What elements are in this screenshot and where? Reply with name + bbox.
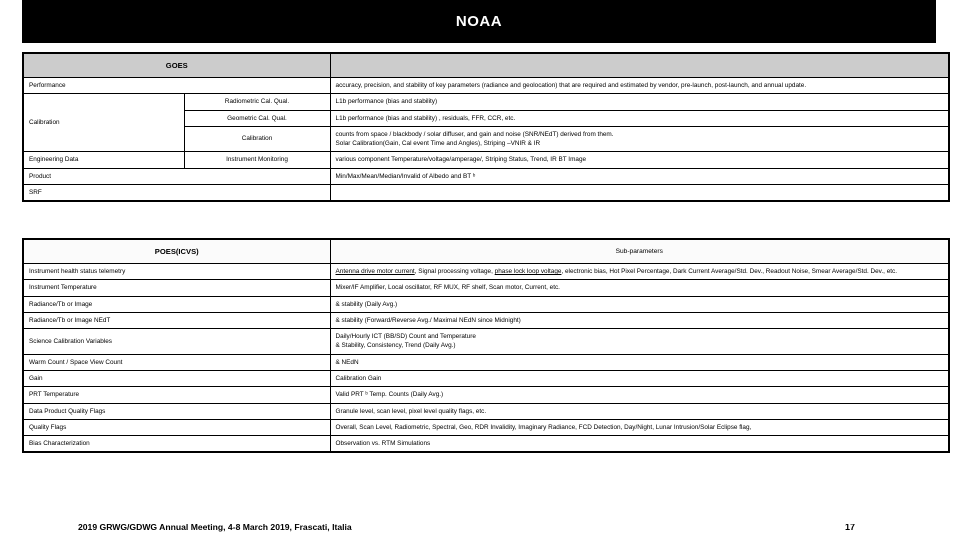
goes-row-description: counts from space / blackbody / solar diffuser, and gain and noise (SNR/NEdT) derived from them. Solar Calibration(Gain, Cal event Time and Angles), Striping –VNIR & IR xyxy=(330,126,949,152)
slide-title: NOAA xyxy=(455,13,503,30)
poes-row-subparameters: Observation vs. RTM Simulations xyxy=(330,436,949,453)
poes-table-body xyxy=(23,239,949,452)
poes-header-row xyxy=(23,239,949,264)
table-row xyxy=(23,329,949,355)
poes-row-subparameters: Daily/Hourly ICT (BB/SD) Count and Temperature & Stability, Consistency, Trend (Daily Avg.) xyxy=(330,329,949,355)
table-row xyxy=(23,370,949,386)
goes-header-row xyxy=(23,53,949,78)
table-row xyxy=(23,436,949,453)
goes-row-subparameter: Instrument Monitoring xyxy=(184,152,330,168)
goes-row-label: SRF xyxy=(23,184,330,201)
goes-header-label: GOES xyxy=(23,53,330,78)
goes-header-description xyxy=(330,53,949,78)
table-row xyxy=(23,296,949,312)
goes-row-subparameter: Geometric Cal. Qual. xyxy=(184,110,330,126)
goes-row-label: Product xyxy=(23,168,330,184)
poes-row-subparameters: & NEdN xyxy=(330,354,949,370)
poes-row-label: Warm Count / Space View Count xyxy=(23,354,330,370)
table-row xyxy=(23,354,949,370)
table-row xyxy=(23,152,949,168)
underlined-term: Antenna drive motor current xyxy=(335,268,415,275)
poes-row-subparameters: Calibration Gain xyxy=(330,370,949,386)
poes-row-subparameters: & stability (Forward/Reverse Avg./ Maximal NEdN since Midnight) xyxy=(330,312,949,328)
poes-row-label: Radiance/Tb or Image NEdT xyxy=(23,312,330,328)
goes-row-description: accuracy, precision, and stability of key parameters (radiance and geolocation) that are required and estimated by vendor, pre-launch, post-launch, and annual update. xyxy=(330,78,949,94)
goes-row-description: L1b performance (bias and stability) , residuals, FFR, CCR, etc. xyxy=(330,110,949,126)
table-row xyxy=(23,264,949,280)
goes-row-description: Min/Max/Mean/Median/Invalid of Albedo and BT ᵇ xyxy=(330,168,949,184)
table-row xyxy=(23,78,949,94)
underlined-term: phase lock loop voltage xyxy=(494,268,562,275)
poes-row-label: PRT Temperature xyxy=(23,387,330,403)
goes-row-label: Performance xyxy=(23,78,330,94)
goes-row-description xyxy=(330,184,949,201)
poes-icvs-parameters-table xyxy=(22,238,950,453)
slide-title-banner xyxy=(22,0,936,43)
table-row xyxy=(23,280,949,296)
slide-footer xyxy=(0,524,960,540)
goes-row-subparameter: Radiometric Cal. Qual. xyxy=(184,94,330,110)
poes-row-subparameters: Overall, Scan Level, Radiometric, Spectral, Geo, RDR Invalidity, Imaginary Radiance, FCD Detection, Day/Night, Lunar Intrusion/Solar Eclipse flag, xyxy=(330,419,949,435)
poes-row-label: Instrument Temperature xyxy=(23,280,330,296)
footer-conference-text: 2019 GRWG/GDWG Annual Meeting, 4-8 March 2019, Frascati, Italia xyxy=(78,524,352,532)
table-row xyxy=(23,94,949,110)
poes-row-label: Gain xyxy=(23,370,330,386)
table-row xyxy=(23,387,949,403)
poes-row-label: Data Product Quality Flags xyxy=(23,403,330,419)
table-row xyxy=(23,403,949,419)
poes-row-label: Instrument health status telemetry xyxy=(23,264,330,280)
poes-header-description: Sub-parameters xyxy=(330,239,949,264)
poes-row-subparameters: Antenna drive motor current, Signal processing voltage, phase lock loop voltage, electronic bias, Hot Pixel Percentage, Dark Current Average/Std. Dev., Readout Noise, Smear Average/Std. Dev., etc. xyxy=(330,264,949,280)
poes-header-label: POES(ICVS) xyxy=(23,239,330,264)
footer-page-number: 17 xyxy=(845,524,856,532)
poes-row-label: Science Calibration Variables xyxy=(23,329,330,355)
goes-row-label: Engineering Data xyxy=(23,152,184,168)
table-row xyxy=(23,168,949,184)
goes-parameters-table xyxy=(22,52,950,202)
goes-row-description: various component Temperature/voltage/amperage/, Striping Status, Trend, IR BT Image xyxy=(330,152,949,168)
poes-row-subparameters: & stability (Daily Avg.) xyxy=(330,296,949,312)
goes-row-subparameter: Calibration xyxy=(184,126,330,152)
poes-row-label: Radiance/Tb or Image xyxy=(23,296,330,312)
poes-row-label: Quality Flags xyxy=(23,419,330,435)
poes-row-label: Bias Characterization xyxy=(23,436,330,453)
goes-row-description: L1b performance (bias and stability) xyxy=(330,94,949,110)
poes-row-subparameters: Mixer/IF Amplifier, Local oscillator, RF MUX, RF shelf, Scan motor, Current, etc. xyxy=(330,280,949,296)
goes-table-body xyxy=(23,53,949,201)
table-row xyxy=(23,312,949,328)
table-row xyxy=(23,184,949,201)
goes-row-label: Calibration xyxy=(23,94,184,152)
poes-row-subparameters: Granule level, scan level, pixel level quality flags, etc. xyxy=(330,403,949,419)
poes-row-subparameters: Valid PRT ᵇ Temp. Counts (Daily Avg.) xyxy=(330,387,949,403)
table-row xyxy=(23,419,949,435)
